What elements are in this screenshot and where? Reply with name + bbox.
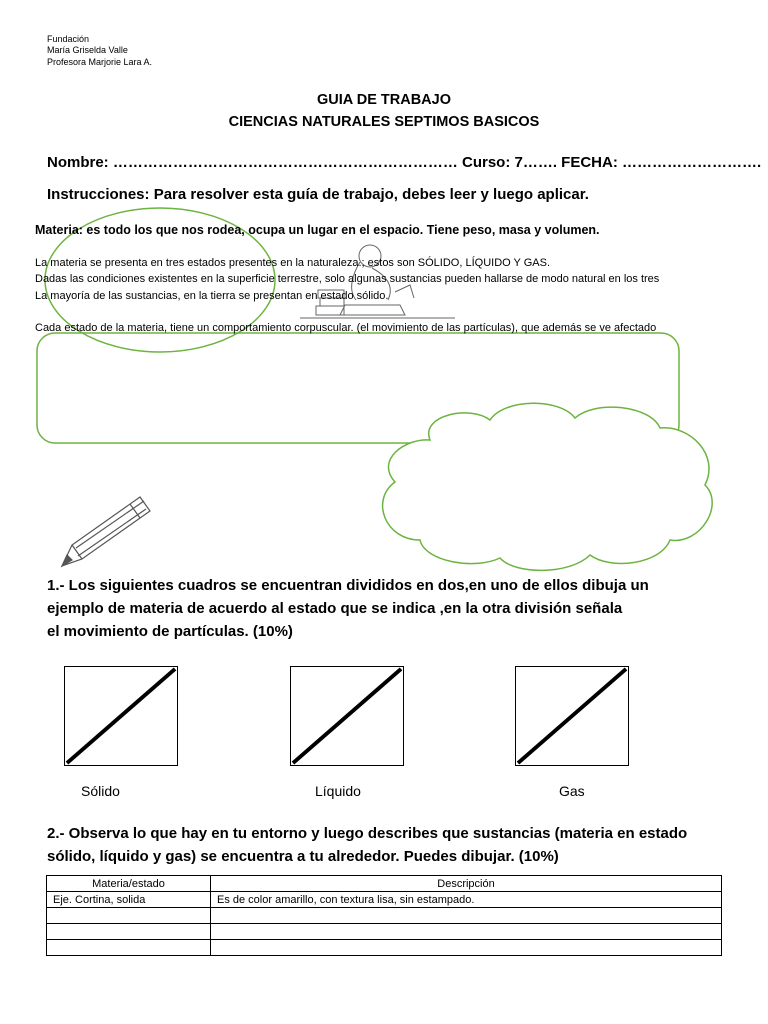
table-row (47, 892, 722, 908)
cloud-shape (383, 403, 713, 570)
student-info-line: Nombre: …………………………………………………………… Curso: 7……. FECHA: ………………………. (47, 154, 762, 171)
table-header-row (47, 876, 722, 892)
liquid-drawing-box[interactable] (290, 666, 404, 766)
corpuscular-text: Cada estado de la materia, tiene un comportamiento corpuscular. (el movimiento de las partículas), que además se ve afectado (35, 322, 657, 334)
paragraph-line-1: La materia se presenta en tres estados presentes en la naturaleza.; estos son SÓLIDO, LÍQUIDO Y GAS. (35, 257, 551, 269)
paragraph-line-2: Dadas las condiciones existentes en la superficie terrestre, solo algunas sustancias pueden hallarse de modo natural en los tres (35, 273, 660, 285)
page-subtitle: CIENCIAS NATURALES SEPTIMOS BASICOS (228, 114, 540, 130)
solid-drawing-box[interactable] (64, 666, 178, 766)
solid-label: Sólido (81, 783, 120, 799)
school-name: Fundación (47, 34, 90, 44)
question-1-line-1: 1.- Los siguientes cuadros se encuentran divididos en dos,en uno de ellos dibuja un (47, 577, 649, 594)
page-title: GUIA DE TRABAJO (317, 92, 451, 108)
question-1-line-3: el movimiento de partículas. (10%) (47, 623, 293, 640)
paragraph-line-3: La mayoría de las sustancias, en la tierra se presentan en estado sólido. (35, 290, 389, 302)
table-row[interactable] (47, 908, 722, 924)
table-cell[interactable] (211, 940, 722, 956)
table-cell: Eje. Cortina, solida (47, 892, 211, 908)
materia-definition: Materia: es todo los que nos rodea, ocupa un lugar en el espacio. Tiene peso, masa y volumen. (35, 223, 600, 237)
table-row[interactable] (47, 924, 722, 940)
table-cell[interactable] (47, 908, 211, 924)
column-header: Materia/estado (47, 876, 211, 892)
table-cell[interactable] (211, 924, 722, 940)
school-name-2: María Griselda Valle (47, 45, 128, 55)
table-cell[interactable] (47, 924, 211, 940)
question-2-line-1: 2.- Observa lo que hay en tu entorno y luego describes que sustancias (materia en estado (47, 825, 688, 842)
table-cell[interactable] (47, 940, 211, 956)
column-header: Descripción (211, 876, 722, 892)
instructions: Instrucciones: Para resolver esta guía de trabajo, debes leer y luego aplicar. (47, 186, 589, 203)
answer-table (46, 875, 722, 956)
liquid-label: Líquido (315, 783, 361, 799)
gas-label: Gas (559, 783, 585, 799)
teacher-name: Profesora Marjorie Lara A. (47, 57, 153, 67)
question-2-line-2: sólido, líquido y gas) se encuentra a tu alrededor. Puedes dibujar. (10%) (47, 848, 559, 865)
question-1-line-2: ejemplo de materia de acuerdo al estado que se indica ,en la otra división señala (47, 600, 623, 617)
table-cell: Es de color amarillo, con textura lisa, sin estampado. (211, 892, 722, 908)
gas-drawing-box[interactable] (515, 666, 629, 766)
table-row[interactable] (47, 940, 722, 956)
table-cell[interactable] (211, 908, 722, 924)
pencil-icon (62, 497, 150, 566)
